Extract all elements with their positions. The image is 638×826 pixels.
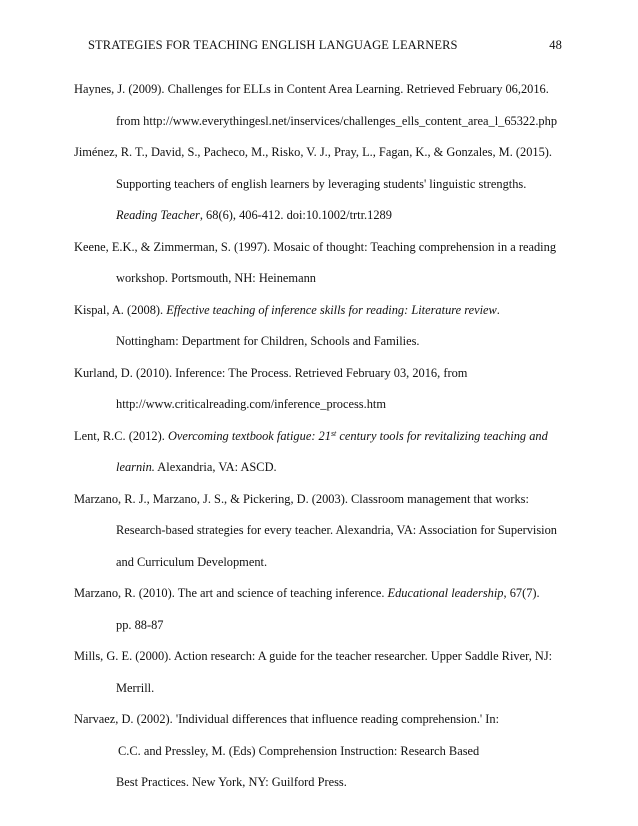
reference-mills-2000 xyxy=(74,641,570,704)
reference-kurland-2010 xyxy=(74,358,570,421)
reference-line: Merrill. xyxy=(116,680,155,695)
book-title: Effective teaching of inference skills for reading: Literature review xyxy=(166,302,497,317)
reference-url: http://www.criticalreading.com/inference_process.htm xyxy=(116,397,386,411)
reference-line: Kurland, D. (2010). Inference: The Process. Retrieved February 03, 2016, from xyxy=(74,365,468,380)
reference-line xyxy=(74,421,570,453)
reference-author: Lent, R.C. (2012). xyxy=(74,428,168,443)
reference-detail: Alexandria, VA: ASCD. xyxy=(154,460,277,474)
reference-line xyxy=(74,295,570,327)
reference-line: Haynes, J. (2009). Challenges for ELLs in Content Area Learning. Retrieved February 06,2016. xyxy=(74,82,549,96)
reference-line xyxy=(74,452,570,484)
reference-line xyxy=(74,200,570,232)
reference-url: from http://www.everythingesl.net/inservices/challenges_ells_content_area_l_65322.php xyxy=(116,113,558,128)
reference-haynes-2009 xyxy=(74,74,570,137)
reference-line: pp. 88-87 xyxy=(116,617,164,632)
reference-jimenez-2015 xyxy=(74,137,570,232)
book-title xyxy=(168,429,548,443)
book-title-cont: learnin. xyxy=(116,460,155,474)
reference-author: Kispal, A. (2008). xyxy=(74,302,167,317)
reference-line: Mills, G. E. (2000). Action research: A guide for the teacher researcher. Upper Saddle River, NJ: xyxy=(74,649,553,663)
reference-line: Supporting teachers of english learners by leveraging students' linguistic strengths. xyxy=(116,176,527,191)
reference-line: and Curriculum Development. xyxy=(116,554,268,569)
reference-detail: , 67(7). xyxy=(503,586,540,600)
reference-line: Keene, E.K., & Zimmerman, S. (1997). Mosaic of thought: Teaching comprehension in a reading xyxy=(74,239,557,254)
reference-marzano-2003 xyxy=(74,484,570,579)
reference-line: Jiménez, R. T., David, S., Pacheco, M., Risko, V. J., Pray, L., Fagan, K., & Gonzales, M. (2015). xyxy=(74,145,553,159)
reference-line: Best Practices. New York, NY: Guilford Press. xyxy=(116,775,347,789)
reference-line xyxy=(74,578,570,610)
reference-kispal-2008 xyxy=(74,295,570,358)
reference-line: Marzano, R. J., Marzano, J. S., & Pickering, D. (2003). Classroom management that works: xyxy=(74,491,529,506)
reference-author: Marzano, R. (2010). The art and science of teaching inference. xyxy=(74,586,388,600)
reference-line: C.C. and Pressley, M. (Eds) Comprehension Instruction: Research Based xyxy=(118,743,480,758)
reference-list xyxy=(74,74,570,799)
reference-detail: , 68(6), 406-412. doi:10.1002/trtr.1289 xyxy=(199,208,392,222)
reference-line: workshop. Portsmouth, NH: Heinemann xyxy=(116,271,316,285)
reference-narvaez-2002 xyxy=(74,704,570,799)
punctuation: . xyxy=(496,302,500,317)
reference-marzano-2010 xyxy=(74,578,570,641)
reference-line: Research-based strategies for every teacher. Alexandria, VA: Association for Supervision xyxy=(116,523,557,537)
journal-title: Educational leadership xyxy=(387,586,504,600)
reference-line: Narvaez, D. (2002). 'Individual differences that influence reading comprehension.' In: xyxy=(74,712,500,726)
reference-line: Nottingham: Department for Children, Schools and Families. xyxy=(116,334,420,348)
title-part: Overcoming textbook fatigue: 21 xyxy=(167,428,331,443)
title-part: century tools for revitalizing teaching and xyxy=(336,428,548,443)
superscript: st xyxy=(330,428,337,438)
page-number: 48 xyxy=(549,38,562,52)
running-head: STRATEGIES FOR TEACHING ENGLISH LANGUAGE LEARNERS xyxy=(88,38,458,52)
journal-title: Reading Teacher xyxy=(116,208,200,222)
reference-lent-2012 xyxy=(74,421,570,484)
reference-keene-1997 xyxy=(74,232,570,295)
